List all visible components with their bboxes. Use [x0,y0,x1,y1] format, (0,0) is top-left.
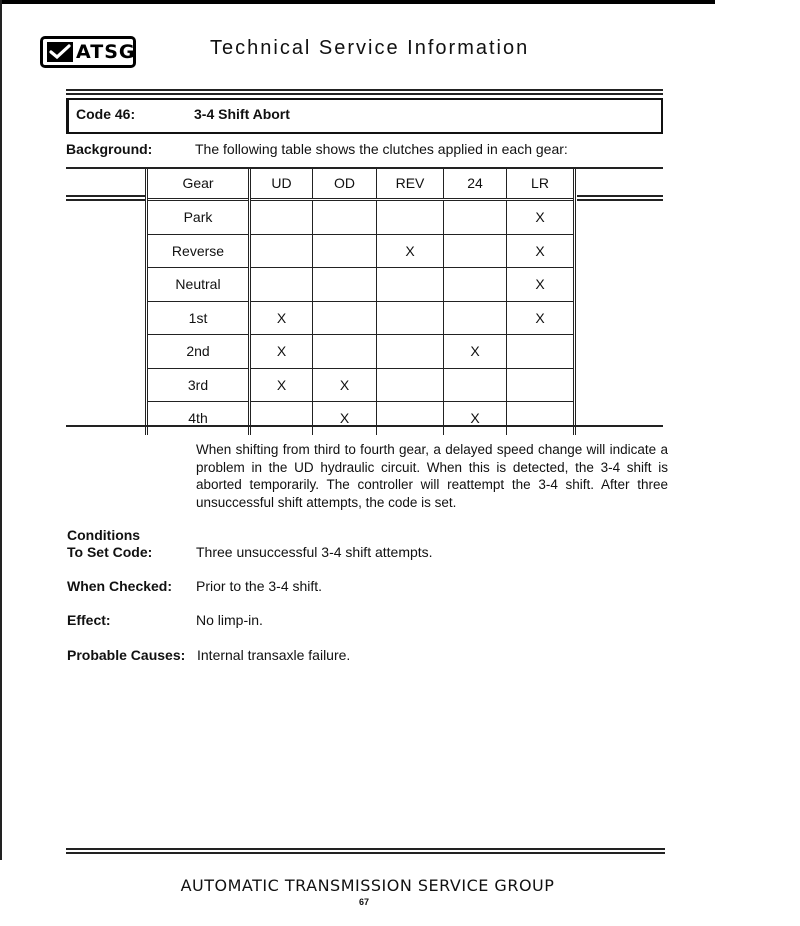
table-cell: X [444,402,507,435]
table-cell: X [507,268,575,302]
table-cell [250,234,313,268]
gear-cell: 4th [147,402,250,435]
table-row [147,402,575,435]
header-ud: UD [250,168,313,200]
table-cell: X [444,335,507,369]
when-checked-value: Prior to the 3-4 shift. [196,578,323,594]
table-cell [313,335,377,369]
table-cell: X [250,335,313,369]
table-cell [377,301,444,335]
description-paragraph: When shifting from third to fourth gear, a delayed speed change will indicate a problem in the UD hydraulic circuit. When this is detected, the 3-4 shift is aborted temporarily. The controller will reattempt the 3-4 shift. After three unsuccessful shift attempts, the code is set. [196,442,668,510]
header-gear: Gear [147,168,250,200]
table-right-header-rule-2 [577,199,663,201]
table-cell [377,268,444,302]
background-text: The following table shows the clutches applied in each gear: [195,141,568,157]
table-cell [444,234,507,268]
table-cell: X [313,368,377,402]
footer-rule-bottom [66,852,665,854]
header-24: 24 [444,168,507,200]
probable-causes-value: Internal transaxle failure. [197,647,351,663]
table-cell: X [507,301,575,335]
header-rev: REV [377,168,444,200]
table-row [147,335,575,369]
table-left-header-rule-2 [66,199,146,201]
code-box [66,98,663,134]
gear-cell: 1st [147,301,250,335]
table-cell: X [250,368,313,402]
logo-text: ATSG [76,40,136,63]
table-cell: X [313,402,377,435]
table-cell [250,200,313,235]
header-rule-bottom [66,93,663,95]
table-cell [313,234,377,268]
table-cell: X [507,234,575,268]
header-rule-top [66,89,663,91]
effect-value: No limp-in. [196,612,263,628]
left-border [0,0,2,860]
page-title: Technical Service Information [210,37,530,59]
gear-cell: Neutral [147,268,250,302]
table-header-row [147,168,575,200]
table-cell [377,368,444,402]
table-cell [444,268,507,302]
table-left-header-rule-1 [66,195,146,197]
table-row [147,301,575,335]
table-cell: X [507,200,575,235]
table-cell [377,402,444,435]
header-lr: LR [507,168,575,200]
gear-cell: Park [147,200,250,235]
code-title: 3-4 Shift Abort [194,106,290,122]
probable-causes-label: Probable Causes: [67,647,186,663]
header-od: OD [313,168,377,200]
table-cell [444,368,507,402]
table-cell [377,335,444,369]
checkmark-icon [47,42,73,62]
gear-cell: 2nd [147,335,250,369]
footer-organization: AUTOMATIC TRANSMISSION SERVICE GROUP [180,876,555,895]
gear-cell: 3rd [147,368,250,402]
table-cell [313,268,377,302]
table-row [147,200,575,235]
table-cell [250,402,313,435]
table-cell [313,301,377,335]
code-number: Code 46: [76,106,136,122]
conditions-value: Three unsuccessful 3-4 shift attempts. [196,544,433,560]
table-row [147,234,575,268]
table-cell [507,402,575,435]
table-cell [250,268,313,302]
table-cell [507,368,575,402]
top-border [0,0,715,4]
atsg-logo [40,36,136,68]
table-cell: X [377,234,444,268]
table-cell [444,301,507,335]
table-row [147,368,575,402]
table-cell [444,200,507,235]
table-cell: X [250,301,313,335]
clutch-application-table [145,167,576,435]
page-number: 67 [358,897,369,907]
table-cell [313,200,377,235]
table-row [147,268,575,302]
effect-label: Effect: [67,612,111,628]
conditions-label-line2: To Set Code: [67,544,153,560]
conditions-label-line1: Conditions [67,527,141,543]
when-checked-label: When Checked: [67,578,173,594]
gear-cell: Reverse [147,234,250,268]
footer-rule-top [66,848,665,850]
table-right-header-rule-1 [577,195,663,197]
background-label: Background: [66,141,153,157]
table-cell [507,335,575,369]
table-cell [377,200,444,235]
